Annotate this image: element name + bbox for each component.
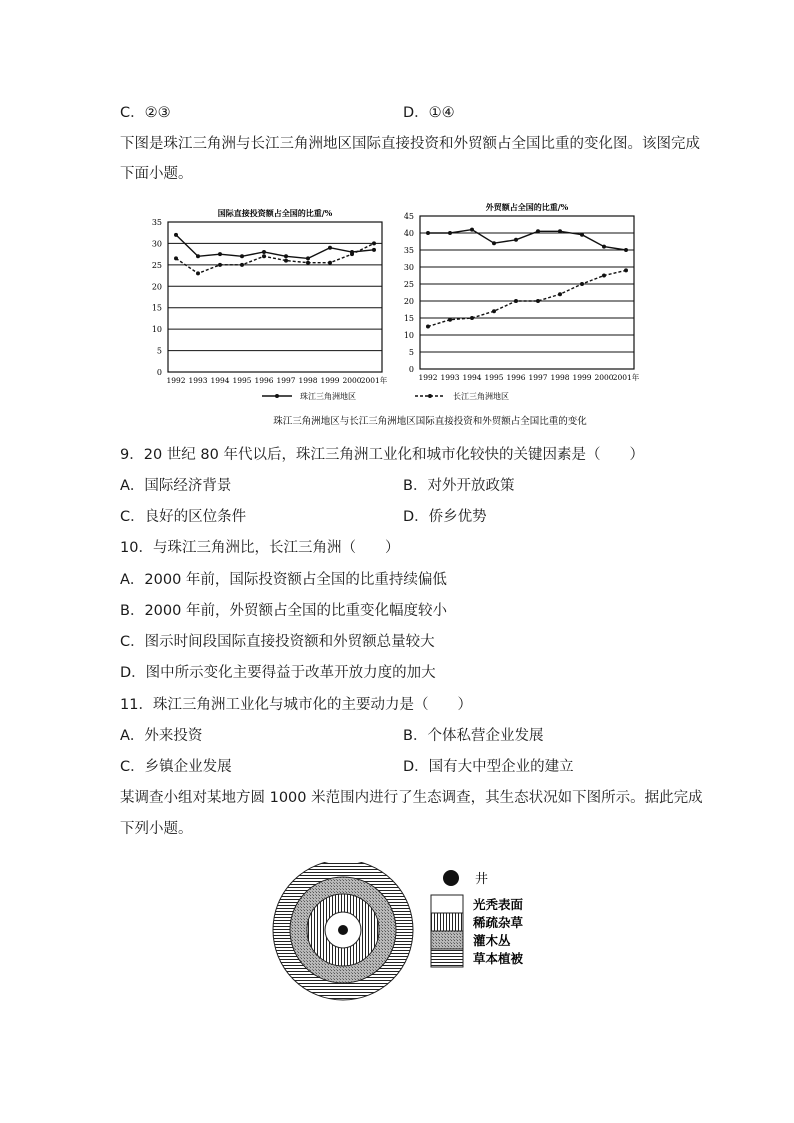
y-tick-label: 15	[403, 314, 414, 323]
y-tick-label: 25	[151, 260, 162, 270]
q11-option-c: C．乡镇企业发展	[120, 759, 232, 775]
x-tick-label: 1997	[276, 376, 296, 385]
data-point	[536, 299, 540, 303]
q11-option-d: D．国有大中型企业的建立	[403, 759, 574, 775]
data-point	[372, 248, 376, 252]
q11-option-a: A．外来投资	[120, 728, 203, 744]
x-tick-label: 1995	[484, 373, 504, 382]
x-tick-label: 1999	[320, 376, 340, 385]
data-point	[470, 316, 474, 320]
shrub-label: 灌木丛	[473, 933, 511, 948]
y-tick-label: 0	[156, 368, 162, 377]
data-point	[372, 241, 376, 245]
plot-frame	[168, 222, 382, 372]
intro-line-3: 某调查小组对某地方圆 1000 米范围内进行了生态调查，其生态状况如下图所示。据此完成	[120, 790, 703, 806]
sparse-legend-swatch	[431, 913, 463, 931]
data-point	[174, 256, 178, 260]
x-tick-label: 1998	[298, 376, 318, 385]
y-tick-label: 20	[151, 282, 162, 292]
data-point	[602, 245, 606, 249]
chart-trade-share	[404, 202, 640, 382]
data-point	[426, 325, 430, 329]
data-point	[514, 238, 518, 242]
x-tick-label: 2001年	[360, 376, 388, 385]
y-tick-label: 40	[403, 229, 414, 238]
y-tick-label: 20	[403, 297, 414, 306]
q11-stem: 11．珠江三角洲工业化与城市化的主要动力是（ ）	[120, 697, 472, 713]
y-tick-label: 35	[403, 246, 414, 255]
data-point	[328, 261, 332, 265]
legend-solid-label: 珠江三角洲地区	[300, 392, 356, 401]
y-tick-label: 25	[403, 280, 414, 289]
q9-option-d: D．侨乡优势	[403, 509, 487, 525]
x-tick-label: 1999	[572, 373, 592, 382]
data-point	[580, 282, 584, 286]
q11-option-b: B．个体私营企业发展	[403, 728, 544, 744]
x-tick-label: 1992	[418, 373, 438, 382]
data-point	[218, 263, 222, 267]
option-d-prev: D．①④	[403, 105, 455, 121]
y-tick-label: 5	[156, 346, 162, 356]
well-dot	[338, 925, 348, 935]
x-tick-label: 2000	[342, 376, 362, 385]
data-point	[514, 299, 518, 303]
data-point	[426, 231, 430, 235]
data-point	[624, 268, 628, 272]
q10-option-c: C．图示时间段国际直接投资额和外贸额总量较大	[120, 634, 435, 650]
y-tick-label: 30	[151, 239, 162, 249]
y-tick-label: 35	[151, 218, 162, 227]
data-point	[284, 254, 288, 258]
x-tick-label: 1996	[506, 373, 526, 382]
y-tick-label: 10	[151, 325, 162, 335]
data-point	[218, 252, 222, 256]
data-point	[624, 248, 628, 252]
herb-legend-swatch	[431, 949, 463, 967]
y-tick-label: 10	[403, 331, 414, 340]
data-point	[448, 231, 452, 235]
y-tick-label: 30	[403, 263, 414, 272]
chart-fdi-share	[152, 208, 388, 385]
bare-legend-swatch	[431, 895, 463, 913]
data-point	[492, 309, 496, 313]
data-point	[262, 250, 266, 254]
q9-stem: 9．20 世纪 80 年代以后，珠江三角洲工业化和城市化较快的关键因素是（ ）	[120, 447, 644, 463]
q9-option-a: A．国际经济背景	[120, 478, 232, 494]
data-point	[558, 292, 562, 296]
q9-option-c: C．良好的区位条件	[120, 509, 247, 525]
x-tick-label: 1994	[462, 373, 482, 382]
y-tick-label: 45	[403, 212, 414, 221]
data-point	[602, 274, 606, 278]
data-point	[196, 254, 200, 258]
y-tick-label: 5	[408, 348, 414, 357]
y-tick-label: 0	[408, 365, 414, 374]
concentric-rings	[273, 862, 413, 1000]
intro-line-4: 下列小题。	[120, 821, 193, 837]
x-tick-label: 2001年	[612, 373, 640, 382]
q10-option-b: B．2000 年前，外贸额占全国的比重变化幅度较小	[120, 603, 447, 619]
option-c-prev: C．②③	[120, 105, 171, 121]
x-tick-label: 1996	[254, 376, 274, 385]
y-tick-label: 15	[151, 303, 162, 313]
plot-frame	[420, 216, 634, 369]
q10-option-a: A．2000 年前，国际投资额占全国的比重持续偏低	[120, 572, 447, 588]
x-tick-label: 1992	[166, 376, 186, 385]
data-point	[350, 252, 354, 256]
shrub-legend-swatch	[431, 931, 463, 949]
sparse-label: 稀疏杂草	[473, 915, 524, 930]
series-line-solid	[176, 235, 374, 259]
data-point	[306, 256, 310, 260]
data-point	[284, 259, 288, 263]
chart-caption: 珠江三角洲地区与长江三角洲地区国际直接投资和外贸额占全国比重的变化	[273, 416, 587, 427]
x-tick-label: 1994	[210, 376, 230, 385]
chart-title: 外贸额占全国的比重/%	[485, 202, 569, 212]
well-label: 井	[475, 872, 489, 887]
data-point	[328, 246, 332, 250]
data-point	[196, 271, 200, 275]
intro-line-1: 下图是珠江三角洲与长江三角洲地区国际直接投资和外贸额占全国比重的变化图。该图完成	[120, 136, 700, 152]
x-tick-label: 1993	[440, 373, 460, 382]
legend-dashed-label: 长江三角洲地区	[453, 392, 509, 401]
q9-option-b: B．对外开放政策	[403, 478, 515, 494]
data-point	[558, 229, 562, 233]
x-tick-label: 1993	[188, 376, 208, 385]
charts-figure	[0, 195, 794, 435]
chart-legend	[262, 391, 509, 401]
x-tick-label: 1998	[550, 373, 570, 382]
x-tick-label: 1995	[232, 376, 252, 385]
data-point	[580, 233, 584, 237]
data-point	[240, 263, 244, 267]
intro-line-2: 下面小题。	[120, 166, 193, 182]
well-legend-icon	[443, 870, 459, 886]
data-point	[262, 254, 266, 258]
data-point	[492, 241, 496, 245]
series-line-dashed	[176, 243, 374, 273]
data-point	[174, 233, 178, 237]
ecology-diagram	[265, 862, 565, 1002]
q10-stem: 10．与珠江三角洲比，长江三角洲（ ）	[120, 540, 400, 556]
herb-label: 草本植被	[473, 951, 524, 966]
chart-title: 国际直接投资额占全国的比重/%	[217, 208, 333, 218]
data-point	[240, 254, 244, 258]
data-point	[536, 229, 540, 233]
diagram-legend	[431, 870, 524, 967]
bare-label: 光秃表面	[473, 897, 524, 912]
q10-option-d: D．图中所示变化主要得益于改革开放力度的加大	[120, 665, 436, 681]
data-point	[470, 228, 474, 232]
x-tick-label: 1997	[528, 373, 548, 382]
data-point	[448, 318, 452, 322]
data-point	[306, 261, 310, 265]
x-tick-label: 2000	[594, 373, 614, 382]
